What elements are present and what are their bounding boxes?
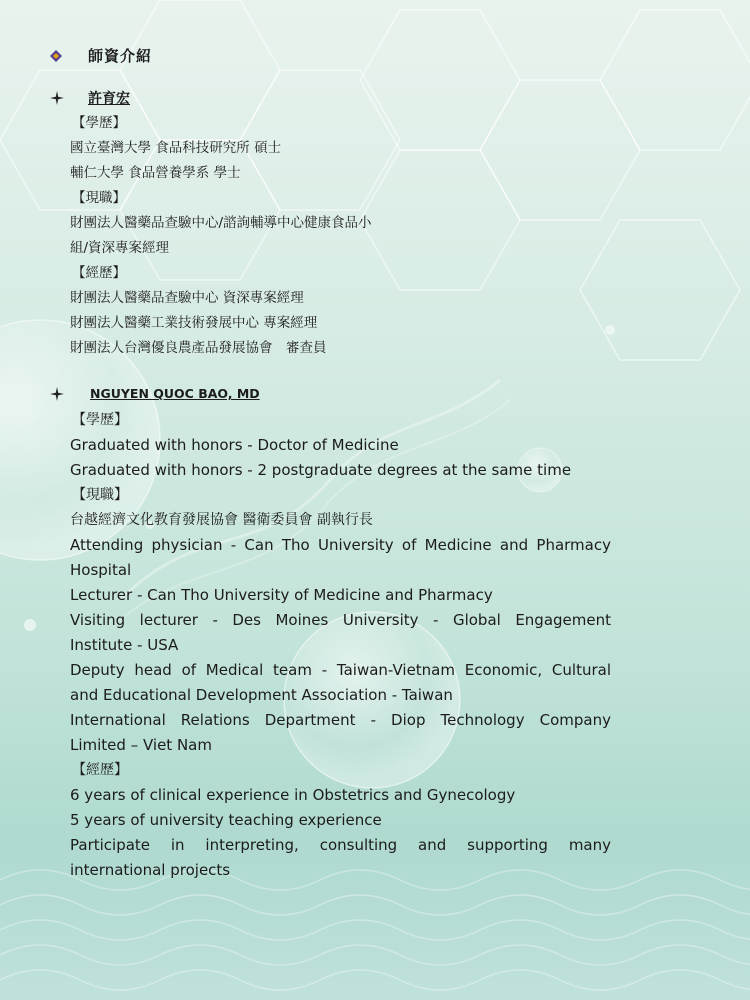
instructor-header [50,386,260,401]
detail-line: 輔仁大學 食品營養學系 學士 [70,165,241,181]
detail-line: 財團法人醫藥工業技術發展中心 專案經理 [70,315,318,331]
instructor-name: 許育宏 [88,91,130,107]
heading-current-position: 【現職】 [72,487,128,503]
detail-line: Limited – Viet Nam [70,736,212,754]
detail-line: 財團法人醫藥品查驗中心/諮詢輔導中心健康食品小 [70,215,372,231]
heading-current-position: 【現職】 [72,190,126,206]
detail-line: Visiting lecturer - Des Moines University - Global Engagement [70,611,611,629]
detail-line: 財團法人台灣優良農產品發展協會 審查員 [70,340,327,356]
heading-education: 【學歷】 [72,115,126,131]
instructor-details [70,111,611,361]
detail-line: 國立臺灣大學 食品科技研究所 碩士 [70,140,282,156]
detail-line: and Educational Development Association - Taiwan [70,686,453,704]
detail-line: Participate in interpreting, consulting and supporting many [70,836,611,854]
section-header [50,45,152,66]
instructor-name: NGUYEN QUOC BAO, MD [90,386,260,401]
detail-line: Lecturer - Can Tho University of Medicine and Pharmacy [70,586,493,604]
heading-education: 【學歷】 [72,412,128,428]
detail-line: Graduated with honors - Doctor of Medicine [70,436,399,454]
detail-line: 組/資深專案經理 [70,240,170,256]
heading-experience: 【經歷】 [72,762,128,778]
diamond-bullet-icon [50,50,62,62]
detail-line: Attending physician - Can Tho University of Medicine and Pharmacy [70,536,611,554]
four-point-star-icon [50,91,64,105]
detail-line: 6 years of clinical experience in Obstetrics and Gynecology [70,786,516,804]
instructor-details [70,408,611,883]
detail-line: Deputy head of Medical team - Taiwan-Vietnam Economic, Cultural [70,661,611,679]
detail-line: 5 years of university teaching experience [70,811,382,829]
detail-line: Institute - USA [70,636,179,654]
detail-line: 台越經濟文化教育發展協會 醫衛委員會 副執行長 [70,512,373,528]
detail-line: 財團法人醫藥品查驗中心 資深專案經理 [70,290,304,306]
section-title: 師資介紹 [88,47,153,65]
four-point-star-icon [50,387,64,401]
detail-line: international projects [70,861,231,879]
detail-line: Hospital [70,561,132,579]
detail-line: International Relations Department - Diop Technology Company [70,711,611,729]
heading-experience: 【經歷】 [72,265,126,281]
detail-line: Graduated with honors - 2 postgraduate degrees at the same time [70,461,572,479]
instructor-header [50,88,130,108]
